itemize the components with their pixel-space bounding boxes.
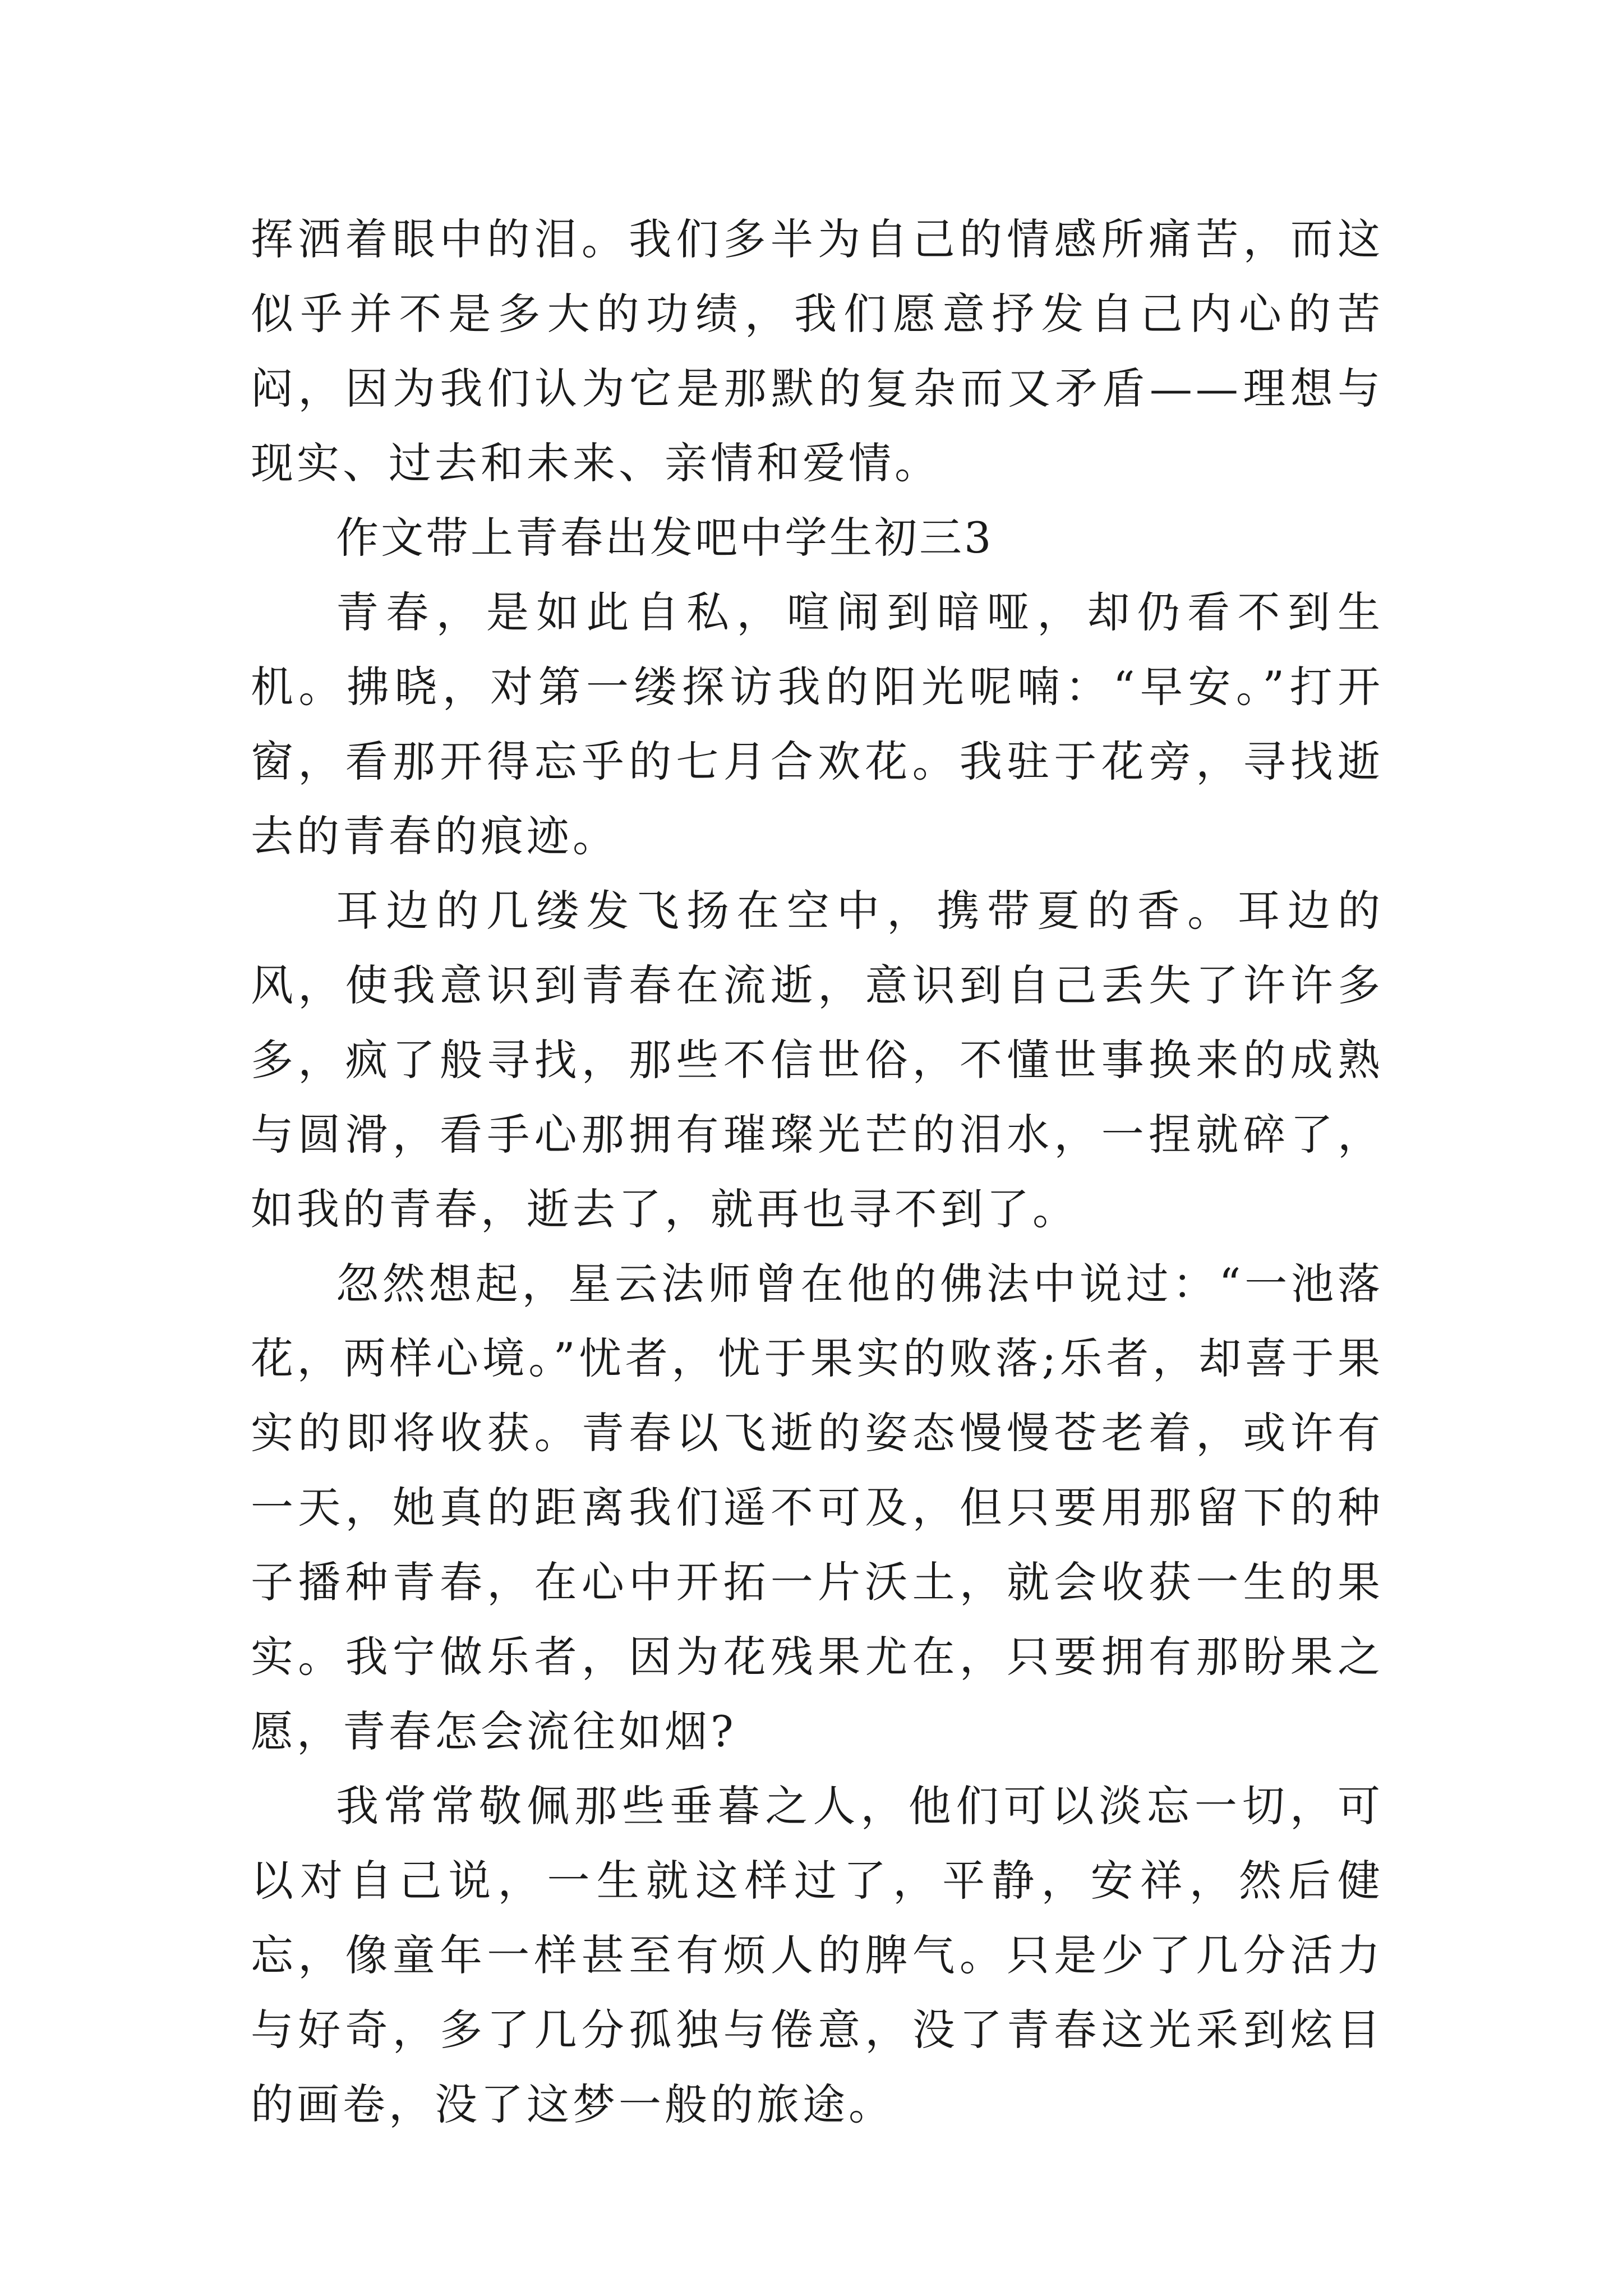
paragraph: 青春，是如此自私，喧闹到暗哑，却仍看不到生机。拂晓，对第一缕探访我的阳光呢喃：“早安。”打开窗，看那开得忘乎的七月合欢花。我驻于花旁，寻找逝去的青春的痕迹。 bbox=[251, 587, 1384, 861]
section-heading: 作文带上青春出发吧中学生初三3 bbox=[336, 513, 994, 563]
paragraph: 我常常敬佩那些垂暮之人，他们可以淡忘一切，可以对自己说，一生就这样过了，平静，安祥，然后健忘，像童年一样甚至有烦人的脾气。只是少了几分活力与好奇，多了几分孤独与倦意，没了青春这光采到炫目的画卷，没了这梦一般的旅途。 bbox=[251, 1781, 1384, 2129]
paragraph-continuation: 挥洒着眼中的泪。我们多半为自己的情感所痛苦，而这似乎并不是多大的功绩，我们愿意抒发自己内心的苦闷，因为我们认为它是那默的复杂而又矛盾——理想与现实、过去和未来、亲情和爱情。 bbox=[251, 214, 1384, 488]
paragraph: 忽然想起，星云法师曾在他的佛法中说过：“一池落花，两样心境。”忧者，忧于果实的败落;乐者，却喜于果实的即将收获。青春以飞逝的姿态慢慢苍老着，或许有一天，她真的距离我们遥不可及，但只要用那留下的种子播种青春，在心中开拓一片沃土，就会收获一生的果实。我宁做乐者，因为花残果尤在，只要拥有那盼果之愿，青春怎会流往如烟? bbox=[251, 1259, 1384, 1756]
body-text bbox=[251, 202, 1384, 2142]
paragraph: 耳边的几缕发飞扬在空中，携带夏的香。耳边的风，使我意识到青春在流逝，意识到自己丢失了许许多多，疯了般寻找，那些不信世俗，不懂世事换来的成熟与圆滑，看手心那拥有璀璨光芒的泪水，一捏就碎了，如我的青春，逝去了，就再也寻不到了。 bbox=[251, 886, 1384, 1234]
